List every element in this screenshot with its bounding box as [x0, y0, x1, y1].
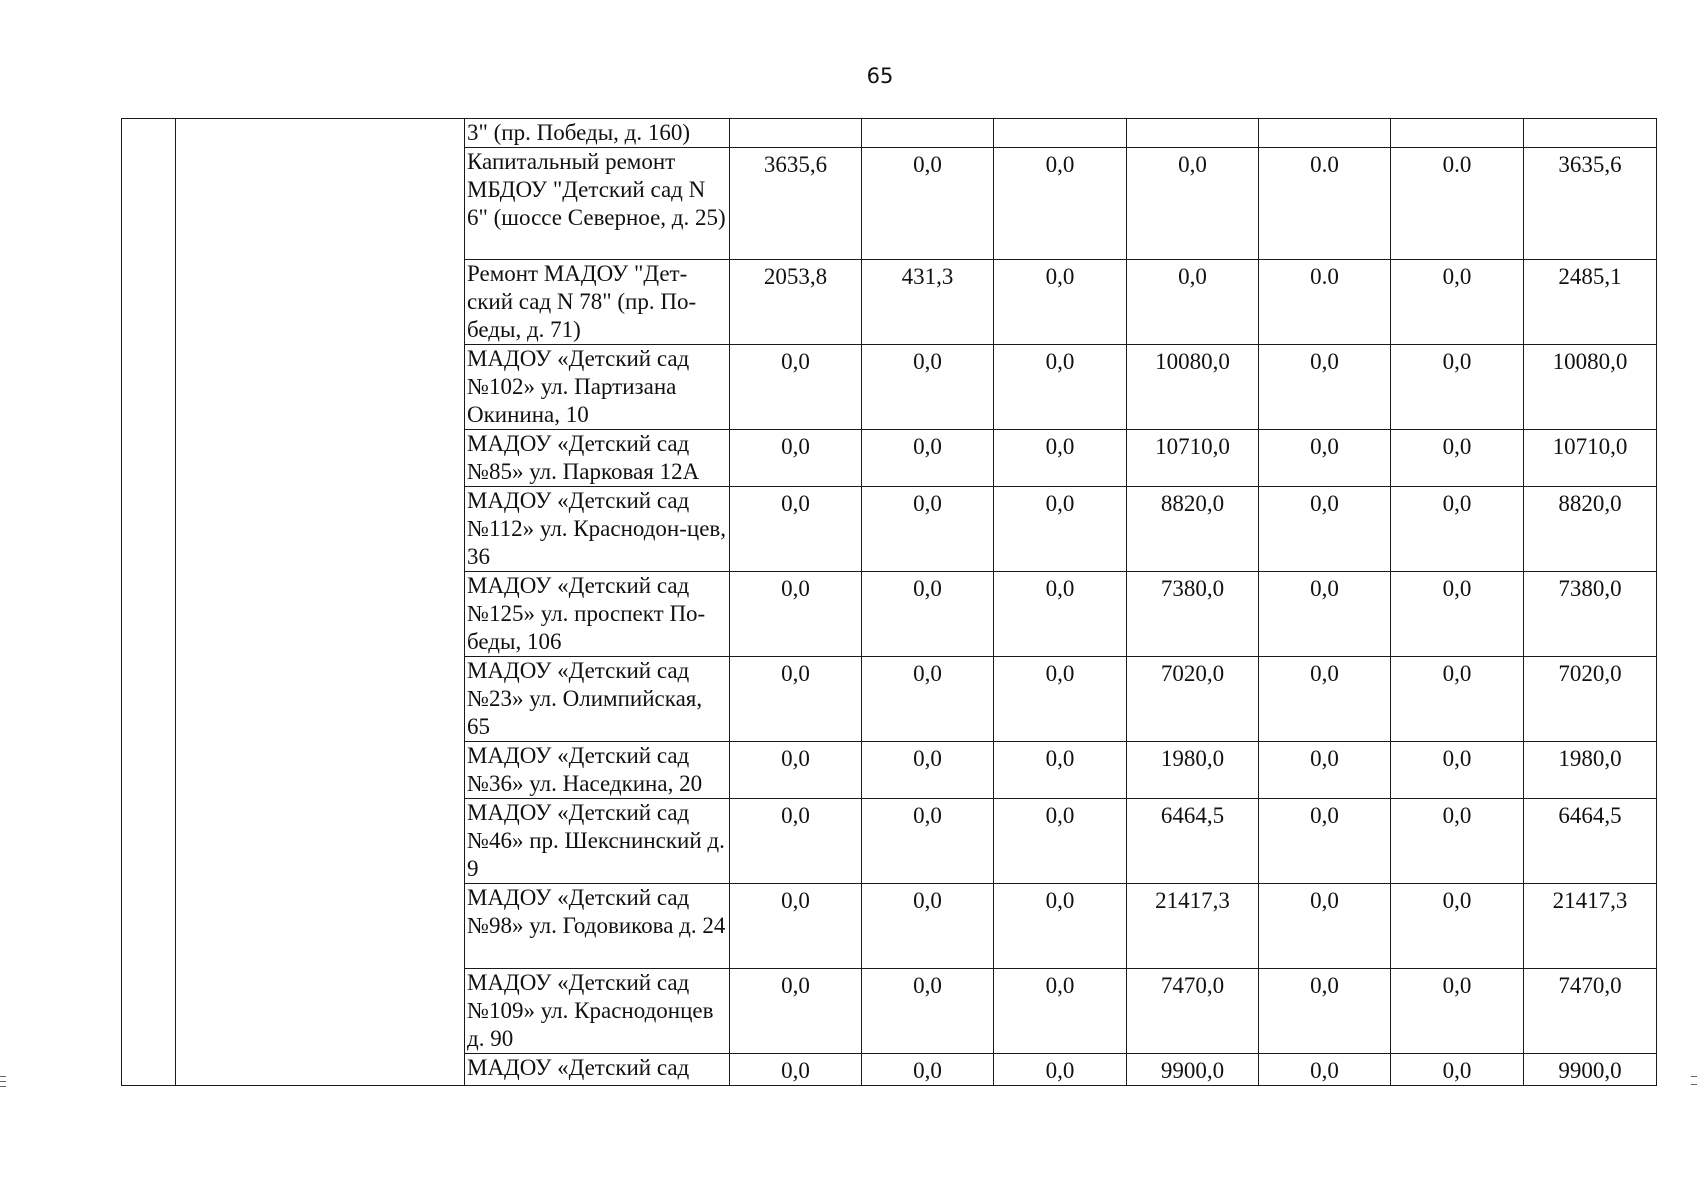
empty-cell: [122, 1054, 176, 1086]
empty-cell: [176, 148, 465, 260]
table-row: [122, 742, 1657, 799]
value-cell: [1391, 119, 1524, 148]
value-cell: 0,0: [1391, 657, 1524, 742]
table-body: [122, 119, 1657, 1086]
value-cell: 0,0: [730, 572, 862, 657]
empty-cell: [122, 799, 176, 884]
empty-cell: [176, 1054, 465, 1086]
value-cell: 0,0: [730, 487, 862, 572]
value-cell: 2485,1: [1524, 260, 1657, 345]
value-cell: 0,0: [862, 148, 994, 260]
value-cell: 0,0: [1391, 430, 1524, 487]
table-row: [122, 430, 1657, 487]
value-cell: 0,0: [730, 969, 862, 1054]
empty-cell: [122, 119, 176, 148]
value-cell: 0,0: [862, 1054, 994, 1086]
value-cell: 7380,0: [1127, 572, 1259, 657]
value-cell: 2053,8: [730, 260, 862, 345]
value-cell: 0,0: [1391, 969, 1524, 1054]
value-cell: 0,0: [994, 487, 1127, 572]
value-cell: 0,0: [1127, 148, 1259, 260]
value-cell: 0,0: [862, 430, 994, 487]
value-cell: 0,0: [1259, 799, 1391, 884]
object-name-cell: МАДОУ «Детский сад №46» пр. Шекснинский д. 9: [465, 799, 730, 884]
empty-cell: [122, 260, 176, 345]
empty-cell: [122, 430, 176, 487]
empty-cell: [176, 969, 465, 1054]
value-cell: 0.0: [1259, 148, 1391, 260]
object-name-cell: МАДОУ «Детский сад №23» ул. Олимпийская, 65: [465, 657, 730, 742]
value-cell: 10080,0: [1524, 345, 1657, 430]
value-cell: [730, 119, 862, 148]
value-cell: 7380,0: [1524, 572, 1657, 657]
scan-mark: [0, 1076, 6, 1077]
empty-cell: [176, 430, 465, 487]
value-cell: 0,0: [994, 742, 1127, 799]
table-row: [122, 148, 1657, 260]
value-cell: 0,0: [994, 799, 1127, 884]
value-cell: 0,0: [994, 884, 1127, 969]
value-cell: [1259, 119, 1391, 148]
empty-cell: [122, 884, 176, 969]
value-cell: 0,0: [1391, 884, 1524, 969]
scan-mark: [1691, 1076, 1697, 1077]
value-cell: 0,0: [1259, 345, 1391, 430]
table-row: [122, 572, 1657, 657]
value-cell: [862, 119, 994, 148]
value-cell: 0,0: [1391, 487, 1524, 572]
value-cell: [994, 119, 1127, 148]
value-cell: 0,0: [994, 969, 1127, 1054]
value-cell: 0,0: [1391, 260, 1524, 345]
empty-cell: [176, 119, 465, 148]
value-cell: 0,0: [1259, 884, 1391, 969]
object-name-cell: Ремонт МАДОУ "Дет-ский сад N 78" (пр. По-беды, д. 71): [465, 260, 730, 345]
object-name-cell: МАДОУ «Детский сад №98» ул. Годовикова д. 24: [465, 884, 730, 969]
value-cell: 0,0: [994, 657, 1127, 742]
value-cell: 0,0: [1127, 260, 1259, 345]
object-name-cell: 3" (пр. Победы, д. 160): [465, 119, 730, 148]
value-cell: 6464,5: [1127, 799, 1259, 884]
value-cell: 0.0: [1391, 148, 1524, 260]
value-cell: 0,0: [1391, 742, 1524, 799]
value-cell: 0,0: [862, 799, 994, 884]
value-cell: 0,0: [1259, 430, 1391, 487]
value-cell: [1524, 119, 1657, 148]
value-cell: 0,0: [1391, 799, 1524, 884]
value-cell: 0,0: [730, 884, 862, 969]
table-row: [122, 487, 1657, 572]
value-cell: 3635,6: [730, 148, 862, 260]
value-cell: 10710,0: [1524, 430, 1657, 487]
empty-cell: [176, 487, 465, 572]
empty-cell: [176, 657, 465, 742]
value-cell: 8820,0: [1127, 487, 1259, 572]
value-cell: 9900,0: [1524, 1054, 1657, 1086]
empty-cell: [176, 572, 465, 657]
value-cell: 0,0: [862, 884, 994, 969]
empty-cell: [122, 345, 176, 430]
value-cell: 0,0: [730, 345, 862, 430]
page-number: 65: [866, 64, 894, 88]
value-cell: 0,0: [994, 148, 1127, 260]
object-name-cell: МАДОУ «Детский сад №112» ул. Краснодон-цев, 36: [465, 487, 730, 572]
empty-cell: [176, 799, 465, 884]
object-name-cell: МАДОУ «Детский сад №36» ул. Наседкина, 20: [465, 742, 730, 799]
table-row: [122, 799, 1657, 884]
scan-mark: [0, 1086, 6, 1087]
object-name-cell: МАДОУ «Детский сад №109» ул. Краснодонцев д. 90: [465, 969, 730, 1054]
value-cell: 0,0: [1391, 1054, 1524, 1086]
value-cell: 0,0: [862, 969, 994, 1054]
object-name-cell: МАДОУ «Детский сад №85» ул. Парковая 12А: [465, 430, 730, 487]
value-cell: 431,3: [862, 260, 994, 345]
scan-mark: [0, 1081, 6, 1082]
value-cell: 0,0: [730, 799, 862, 884]
value-cell: 1980,0: [1524, 742, 1657, 799]
value-cell: 7020,0: [1524, 657, 1657, 742]
budget-table: [121, 118, 1657, 1086]
value-cell: 0,0: [730, 430, 862, 487]
empty-cell: [122, 148, 176, 260]
value-cell: 0,0: [862, 487, 994, 572]
value-cell: 0,0: [1259, 969, 1391, 1054]
value-cell: 0,0: [1391, 572, 1524, 657]
object-name-cell: Капитальный ремонт МБДОУ "Детский сад N 6" (шоссе Северное, д. 25): [465, 148, 730, 260]
value-cell: 3635,6: [1524, 148, 1657, 260]
value-cell: [1127, 119, 1259, 148]
empty-cell: [122, 969, 176, 1054]
value-cell: 0,0: [730, 742, 862, 799]
value-cell: 7470,0: [1127, 969, 1259, 1054]
value-cell: 0,0: [862, 657, 994, 742]
value-cell: 21417,3: [1524, 884, 1657, 969]
value-cell: 7470,0: [1524, 969, 1657, 1054]
value-cell: 0,0: [730, 1054, 862, 1086]
object-name-cell: МАДОУ «Детский сад №125» ул. проспект По-беды, 106: [465, 572, 730, 657]
empty-cell: [176, 260, 465, 345]
table-row: [122, 1054, 1657, 1086]
empty-cell: [122, 657, 176, 742]
table-row: [122, 345, 1657, 430]
value-cell: 0,0: [994, 345, 1127, 430]
empty-cell: [176, 884, 465, 969]
value-cell: 0,0: [1259, 572, 1391, 657]
value-cell: 0,0: [862, 572, 994, 657]
empty-cell: [176, 345, 465, 430]
value-cell: 8820,0: [1524, 487, 1657, 572]
value-cell: 0,0: [994, 430, 1127, 487]
value-cell: 0,0: [1391, 345, 1524, 430]
value-cell: 1980,0: [1127, 742, 1259, 799]
value-cell: 10710,0: [1127, 430, 1259, 487]
value-cell: 0,0: [730, 657, 862, 742]
value-cell: 0,0: [1259, 1054, 1391, 1086]
object-name-cell: МАДОУ «Детский сад: [465, 1054, 730, 1086]
value-cell: 0,0: [994, 260, 1127, 345]
value-cell: 0,0: [862, 345, 994, 430]
value-cell: 7020,0: [1127, 657, 1259, 742]
empty-cell: [122, 572, 176, 657]
table-row: [122, 969, 1657, 1054]
table-row: [122, 260, 1657, 345]
value-cell: 9900,0: [1127, 1054, 1259, 1086]
empty-cell: [176, 742, 465, 799]
value-cell: 0,0: [994, 572, 1127, 657]
value-cell: 0,0: [1259, 742, 1391, 799]
value-cell: 6464,5: [1524, 799, 1657, 884]
object-name-cell: МАДОУ «Детский сад №102» ул. Партизана Окинина, 10: [465, 345, 730, 430]
value-cell: 0,0: [994, 1054, 1127, 1086]
value-cell: 10080,0: [1127, 345, 1259, 430]
empty-cell: [122, 742, 176, 799]
table-row: [122, 657, 1657, 742]
value-cell: 0,0: [862, 742, 994, 799]
value-cell: 0,0: [1259, 487, 1391, 572]
empty-cell: [122, 487, 176, 572]
value-cell: 0,0: [1259, 657, 1391, 742]
table-row: [122, 119, 1657, 148]
value-cell: 0.0: [1259, 260, 1391, 345]
scan-mark: [1691, 1084, 1697, 1085]
value-cell: 21417,3: [1127, 884, 1259, 969]
table-row: [122, 884, 1657, 969]
